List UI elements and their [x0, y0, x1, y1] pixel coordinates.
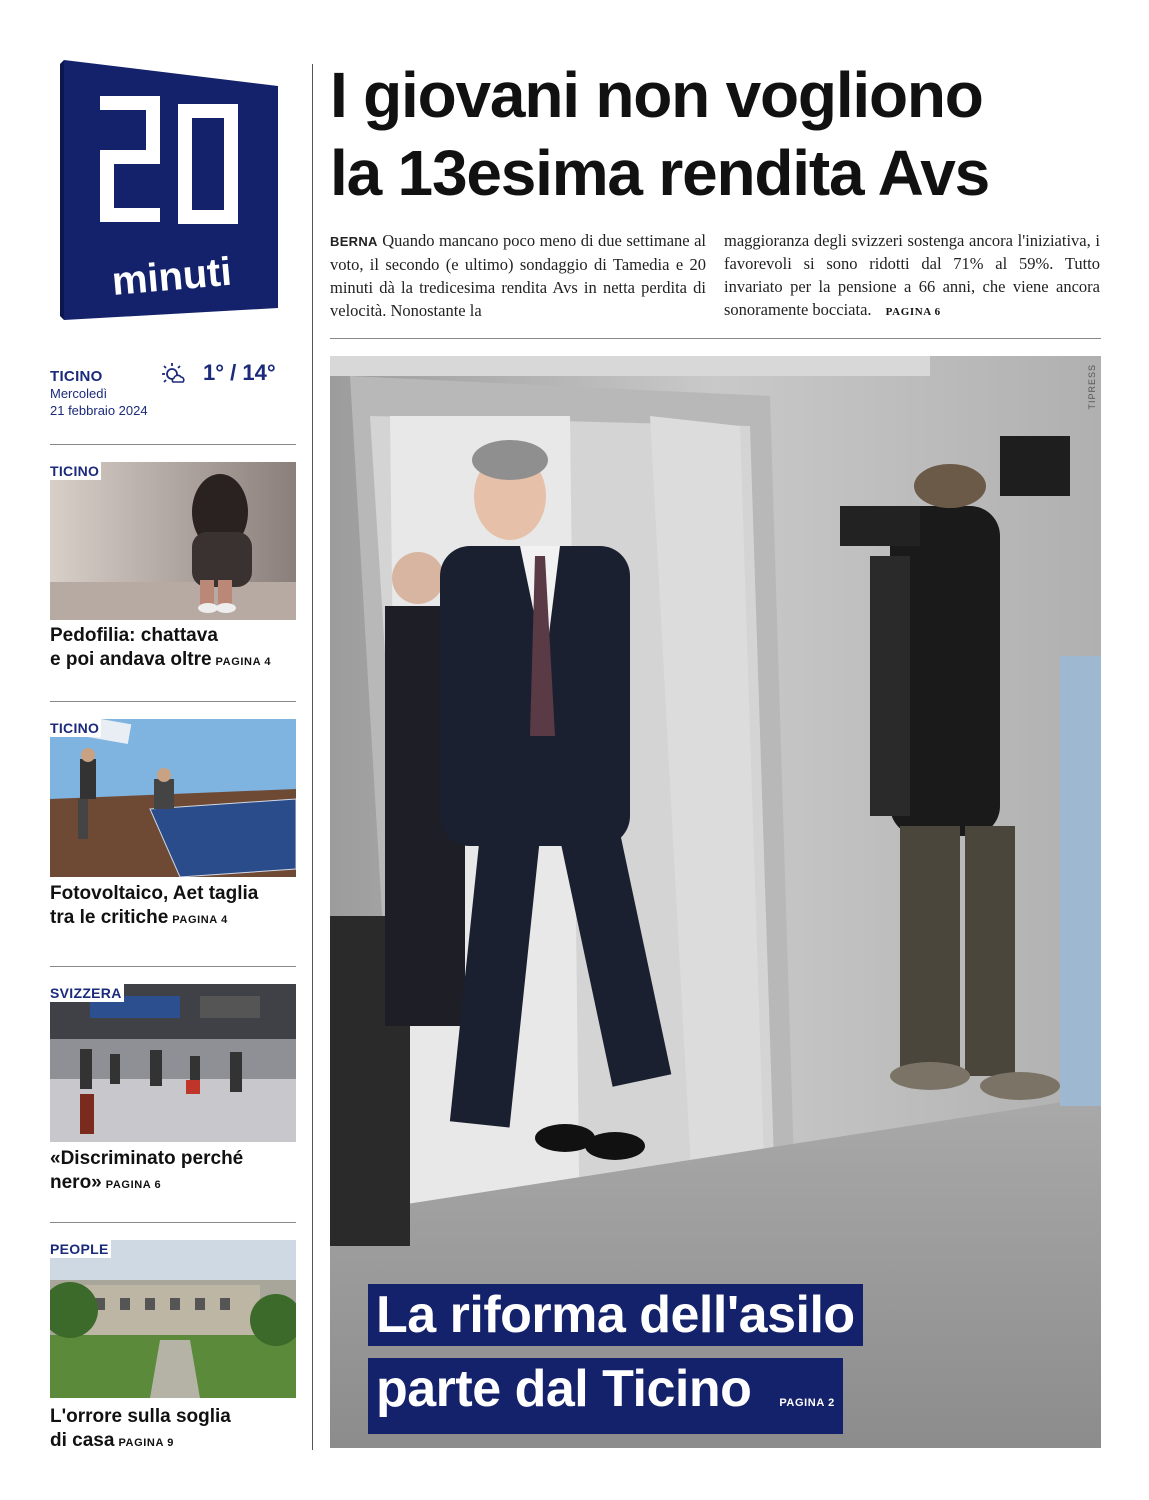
teaser-title-line: nero» [50, 1172, 102, 1193]
region-label: TICINO [50, 368, 103, 385]
teaser-title-line: e poi andava oltre [50, 649, 212, 670]
teaser-category: SVIZZERA [50, 985, 122, 1001]
teaser-title-line: L'orrore sulla soglia [50, 1406, 231, 1427]
page-ref: PAGINA 2 [779, 1397, 835, 1409]
temperatures: 1° / 14° [203, 360, 276, 385]
photo-credit: TIPRESS [1087, 364, 1097, 410]
lede-text: Quando mancano poco meno di due settimane al voto, il secondo (e ultimo) sondaggio di Tamedia e 20 minuti dà la tredicesima rendita Avs in netta perdita di velocità. Nonostante la [330, 231, 706, 320]
weekday: Mercoledì [50, 386, 108, 401]
teaser-image-pedofilia[interactable] [50, 462, 296, 620]
teaser-image-people[interactable] [50, 1240, 296, 1398]
page-ref: PAGINA 9 [118, 1437, 174, 1449]
teaser-image-discriminato[interactable] [50, 984, 296, 1142]
teaser-category: PEOPLE [50, 1241, 109, 1257]
teaser-category: TICINO [50, 720, 100, 736]
main-caption-line1[interactable] [368, 1284, 863, 1346]
teaser-title-line: Fotovoltaico, Aet taglia [50, 883, 259, 904]
lede-text: maggioranza degli svizzeri sostenga ancora l'iniziativa, i favorevoli si sono ridotti dal 71% al 59%. Tutto invariato per la pensione a 66 anni, che viene ancora sonoramente bocciata. [724, 231, 1100, 319]
teaser-title-people[interactable] [50, 1405, 300, 1455]
caption-text: parte dal Ticino [376, 1360, 752, 1418]
caption-text: La riforma dell'asilo [376, 1286, 855, 1344]
headline-line: la 13esima rendita Avs [330, 137, 990, 209]
divider [330, 338, 1101, 339]
page-ref: PAGINA 4 [215, 656, 272, 668]
logo-word: minuti [110, 249, 234, 304]
teaser-title-line: Pedofilia: chattava [50, 625, 218, 646]
column-divider [312, 64, 313, 1450]
teaser-title-discriminato[interactable] [50, 1147, 300, 1197]
divider [50, 966, 296, 967]
teaser-title-fotovoltaico[interactable] [50, 882, 300, 932]
page-ref: PAGINA 6 [885, 306, 941, 318]
teaser-image-fotovoltaico[interactable] [50, 719, 296, 877]
main-caption-line2[interactable] [368, 1358, 843, 1434]
teaser-title-line: di casa [50, 1430, 115, 1451]
divider [50, 1222, 296, 1223]
teaser-title-line: tra le critiche [50, 907, 169, 928]
page-ref: PAGINA 4 [172, 914, 228, 926]
dateline: BERNA [330, 234, 378, 249]
issue-date: 21 febbraio 2024 [50, 403, 148, 418]
teaser-title-pedofilia[interactable] [50, 624, 300, 674]
lead-headline[interactable] [330, 56, 1110, 212]
divider [50, 444, 296, 445]
divider [50, 701, 296, 702]
page-ref: PAGINA 6 [105, 1179, 162, 1191]
lede-column-2 [724, 229, 1100, 324]
teaser-category: TICINO [50, 463, 100, 479]
sun-cloud-icon [161, 362, 187, 388]
lede-column-1 [330, 229, 706, 322]
logo-20-minuti [60, 60, 278, 320]
teaser-title-line: «Discriminato perché [50, 1148, 244, 1169]
headline-line: I giovani non vogliono [330, 59, 983, 131]
